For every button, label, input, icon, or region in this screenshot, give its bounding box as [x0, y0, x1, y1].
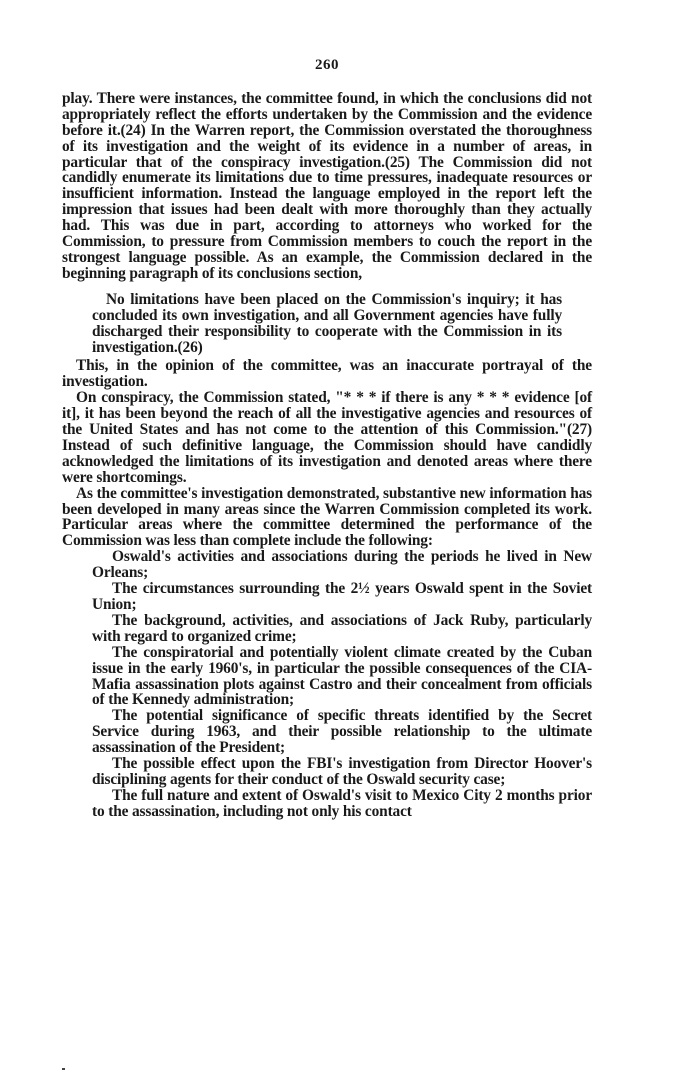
list-item: The circumstances surrounding the 2½ years Oswald spent in the Soviet Union; [92, 580, 592, 613]
deficiency-list [62, 549, 592, 819]
scan-speck [62, 1068, 65, 1070]
paragraph-conspiracy: On conspiracy, the Commission stated, "* * * if there is any * * * evidence [of it], it has been beyond the reach of all the investigative agencies and resources of the United States and has not come to the attention of this Commission."(27) Instead of such definitive language, the Commission should have candidly acknowledged the limitations of its investigation and denoted areas where there were shortcomings. [62, 389, 592, 486]
block-quote-commission: No limitations have been placed on the Commission's inquiry; it has concluded its own investigation, and all Government agencies have fully discharged their responsibility to cooperate with the Commission in its investigation.(26) [92, 290, 562, 356]
document-page [62, 58, 592, 820]
paragraph-new-information: As the committee's investigation demonstrated, substantive new information has been developed in many areas since the Warren Commission completed its work. Particular areas where the committee determined the performance of the Commission was less than complete include the following: [62, 484, 592, 550]
page-number: 260 [315, 57, 339, 73]
list-item: The full nature and extent of Oswald's visit to Mexico City 2 months prior to the assassination, including not only his contact [92, 786, 592, 820]
paragraph-commission-overstatement: play. There were instances, the committee found, in which the conclusions did not appropriately reflect the efforts undertaken by the Commission and the evidence before it.(24) In the Warren report, the Commission overstated the thoroughness of its investigation and the weight of its evidence in a number of areas, in particular that of the conspiracy investigation.(25) The Commission did not candidly enumerate its limitations due to time pressures, inadequate resources or insufficient information. Instead the language employed in the report left the impression that issues had been dealt with more thoroughly than they actually had. This was due in part, according to attorneys who worked for the Commission, to pressure from Commission members to couch the report in the strongest language possible. As an example, the Commission declared in the beginning paragraph of its conclusions section, [62, 89, 592, 282]
list-item: The background, activities, and associations of Jack Ruby, particularly with regard to organized crime; [92, 611, 592, 645]
list-item: The potential significance of specific threats identified by the Secret Service during 1963, and their possible relationship to the ultimate assassination of the President; [92, 707, 592, 757]
list-item: The conspiratorial and potentially violent climate created by the Cuban issue in the early 1960's, in particular the possible consequences of the CIA-Mafia assassination plots against Castro and their concealment from officials of the Kennedy administration; [92, 643, 592, 709]
paragraph-inaccurate-portrayal: This, in the opinion of the committee, was an inaccurate portrayal of the investigation. [62, 357, 592, 391]
list-item: Oswald's activities and associations during the periods he lived in New Orleans; [92, 548, 592, 582]
list-item: The possible effect upon the FBI's investigation from Director Hoover's disciplining agents for their conduct of the Oswald security case; [92, 755, 592, 788]
